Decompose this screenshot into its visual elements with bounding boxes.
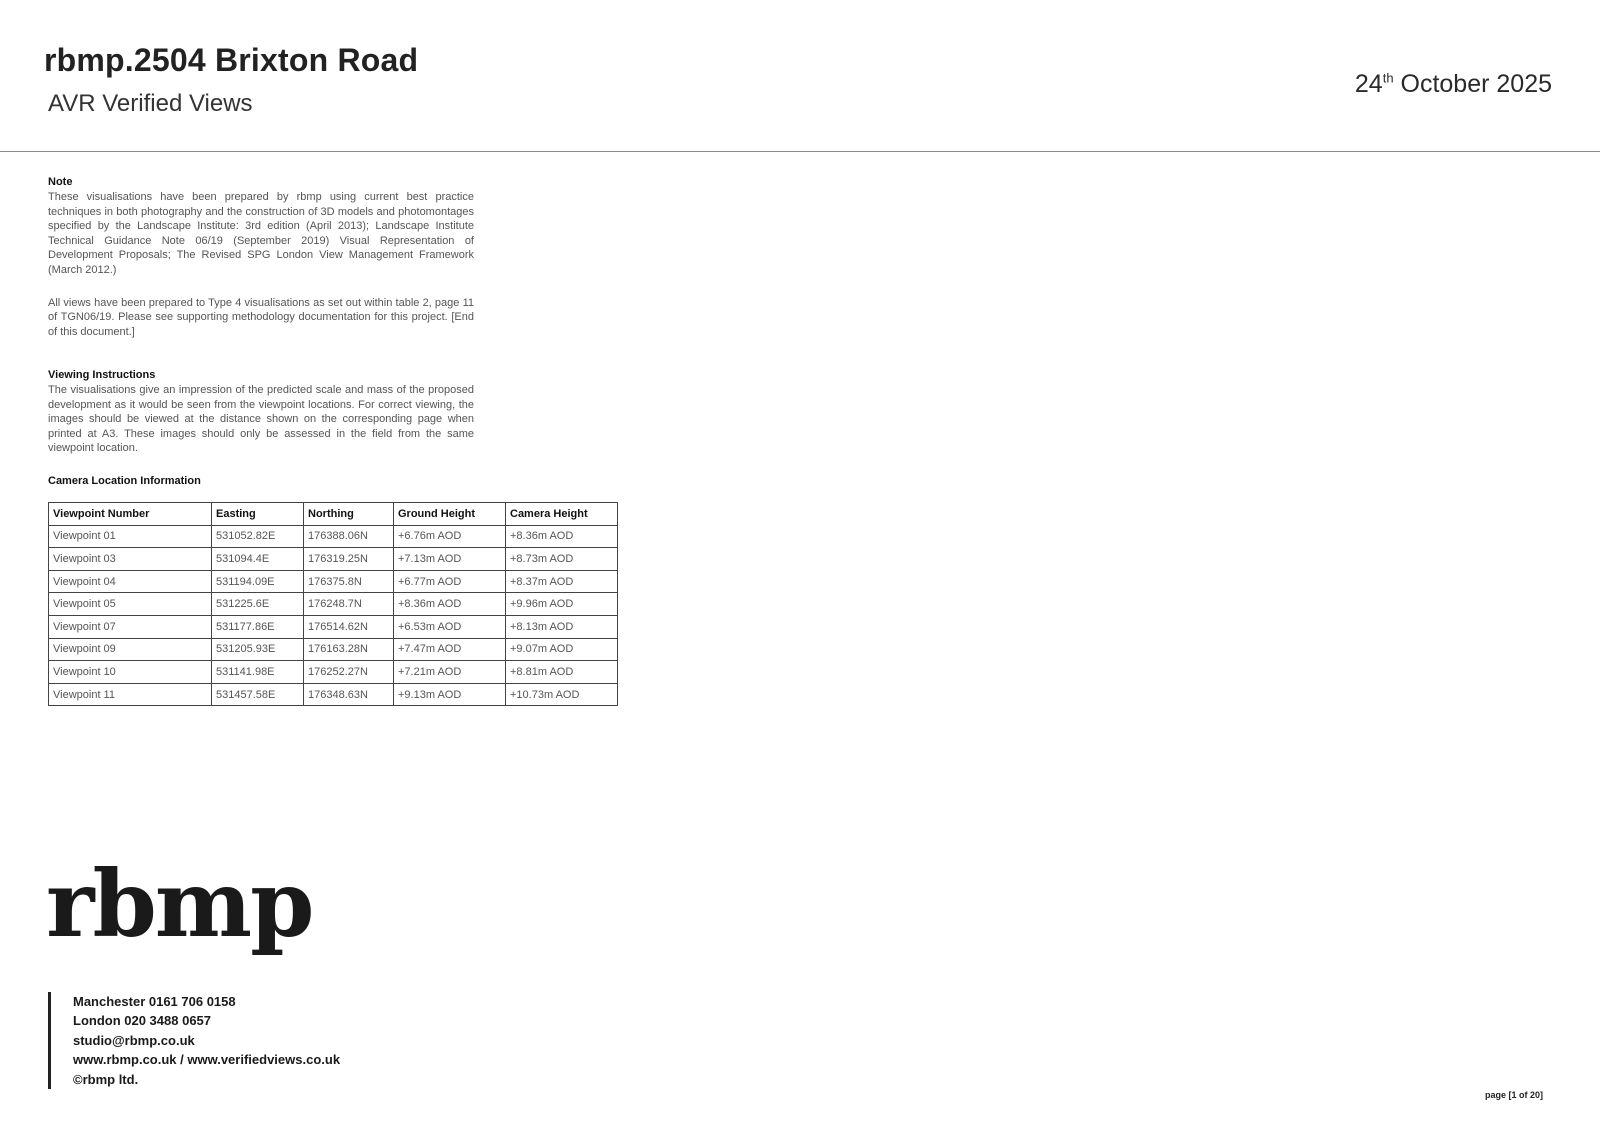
table-row: [49, 548, 618, 571]
table-header-row: [49, 503, 618, 526]
table-row: [49, 593, 618, 616]
cell-ground-height: +6.76m AOD: [394, 525, 506, 548]
page-number: page [1 of 20]: [1484, 1090, 1543, 1100]
cell-ground-height: +7.13m AOD: [394, 548, 506, 571]
table-row: [49, 615, 618, 638]
cell-ground-height: +9.13m AOD: [394, 683, 506, 706]
cell-northing: 176348.63N: [304, 683, 394, 706]
contact-accent-bar: [48, 992, 51, 1089]
column-header-ground-height: Ground Height: [394, 503, 506, 526]
cell-camera-height: +8.37m AOD: [506, 570, 618, 593]
cell-northing: 176163.28N: [304, 638, 394, 661]
header-divider: [0, 151, 1600, 152]
cell-northing: 176319.25N: [304, 548, 394, 571]
cell-northing: 176514.62N: [304, 615, 394, 638]
document-title: rbmp.2504 Brixton Road: [44, 42, 419, 78]
cell-easting: 531457.58E: [212, 683, 304, 706]
contact-london-phone: London 020 3488 0657: [73, 1013, 212, 1029]
cell-easting: 531141.98E: [212, 661, 304, 684]
viewing-instructions-section: [48, 368, 474, 456]
cell-camera-height: +8.36m AOD: [506, 525, 618, 548]
cell-northing: 176388.06N: [304, 525, 394, 548]
viewing-instructions-heading: Viewing Instructions: [48, 369, 156, 381]
cell-viewpoint: Viewpoint 05: [49, 593, 212, 616]
cell-viewpoint: Viewpoint 01: [49, 525, 212, 548]
cell-camera-height: +10.73m AOD: [506, 683, 618, 706]
cell-camera-height: +8.73m AOD: [506, 548, 618, 571]
cell-northing: 176252.27N: [304, 661, 394, 684]
cell-ground-height: +7.47m AOD: [394, 638, 506, 661]
cell-camera-height: +8.81m AOD: [506, 661, 618, 684]
table-row: [49, 661, 618, 684]
cell-easting: 531094.4E: [212, 548, 304, 571]
table-row: [49, 683, 618, 706]
note-heading: Note: [48, 176, 73, 188]
cell-viewpoint: Viewpoint 10: [49, 661, 212, 684]
cell-ground-height: +6.77m AOD: [394, 570, 506, 593]
cell-easting: 531177.86E: [212, 615, 304, 638]
cell-ground-height: +7.21m AOD: [394, 661, 506, 684]
note-paragraph-2: All views have been prepared to Type 4 visualisations as set out within table 2, page 11 of TGN06/19. Please see supporting methodology documentation for this project. [End of this document.]: [48, 296, 474, 338]
contact-details: [73, 992, 340, 1089]
cell-camera-height: +9.07m AOD: [506, 638, 618, 661]
cell-northing: 176248.7N: [304, 593, 394, 616]
viewing-instructions-paragraph: The visualisations give an impression of the predicted scale and mass of the proposed development as it would be seen from the viewpoint locations. For correct viewing, the images should be viewed at the distance shown on the corresponding page when printed at A3. These images should only be assessed in the field from the same viewpoint location.: [48, 384, 474, 455]
note-section: [48, 175, 474, 339]
cell-easting: 531194.09E: [212, 570, 304, 593]
column-header-easting: Easting: [212, 503, 304, 526]
table-row: [49, 570, 618, 593]
document-date: [1355, 70, 1552, 99]
cell-viewpoint: Viewpoint 07: [49, 615, 212, 638]
cell-easting: 531052.82E: [212, 525, 304, 548]
contact-copyright: ©rbmp ltd.: [73, 1071, 139, 1087]
table-row: [49, 638, 618, 661]
cell-viewpoint: Viewpoint 03: [49, 548, 212, 571]
contact-websites: www.rbmp.co.uk / www.verifiedviews.co.uk: [73, 1052, 341, 1068]
cell-ground-height: +6.53m AOD: [394, 615, 506, 638]
cell-camera-height: +8.13m AOD: [506, 615, 618, 638]
contact-manchester-phone: Manchester 0161 706 0158: [73, 994, 236, 1009]
document-subtitle: AVR Verified Views: [48, 90, 253, 117]
table-row: [49, 525, 618, 548]
column-header-camera-height: Camera Height: [506, 503, 618, 526]
date-day: 24: [1354, 70, 1383, 98]
cell-ground-height: +8.36m AOD: [394, 593, 506, 616]
cell-northing: 176375.8N: [304, 570, 394, 593]
rbmp-logo: rbmp: [46, 850, 313, 958]
cell-easting: 531225.6E: [212, 593, 304, 616]
cell-viewpoint: Viewpoint 04: [49, 570, 212, 593]
camera-location-heading: Camera Location Information: [48, 475, 201, 487]
contact-email: studio@rbmp.co.uk: [73, 1032, 195, 1048]
date-suffix: th: [1382, 70, 1394, 86]
column-header-northing: Northing: [304, 503, 394, 526]
note-paragraph-1: These visualisations have been prepared by rbmp using current best practice techniques in both photography and the construction of 3D models and photomontages specified by the Landscape Institute: 3rd edition (April 2013); Landscape Institute Technical Guidance Note 06/19 (September 2019) Visual Representation of Development Proposals; The Revised SPG London View Management Framework (March 2012.): [48, 191, 474, 276]
cell-easting: 531205.93E: [212, 638, 304, 661]
date-month-year: October 2025: [1393, 70, 1552, 98]
column-header-viewpoint: Viewpoint Number: [49, 503, 212, 526]
camera-location-table: [48, 502, 618, 706]
cell-viewpoint: Viewpoint 11: [49, 683, 212, 706]
cell-viewpoint: Viewpoint 09: [49, 638, 212, 661]
cell-camera-height: +9.96m AOD: [506, 593, 618, 616]
